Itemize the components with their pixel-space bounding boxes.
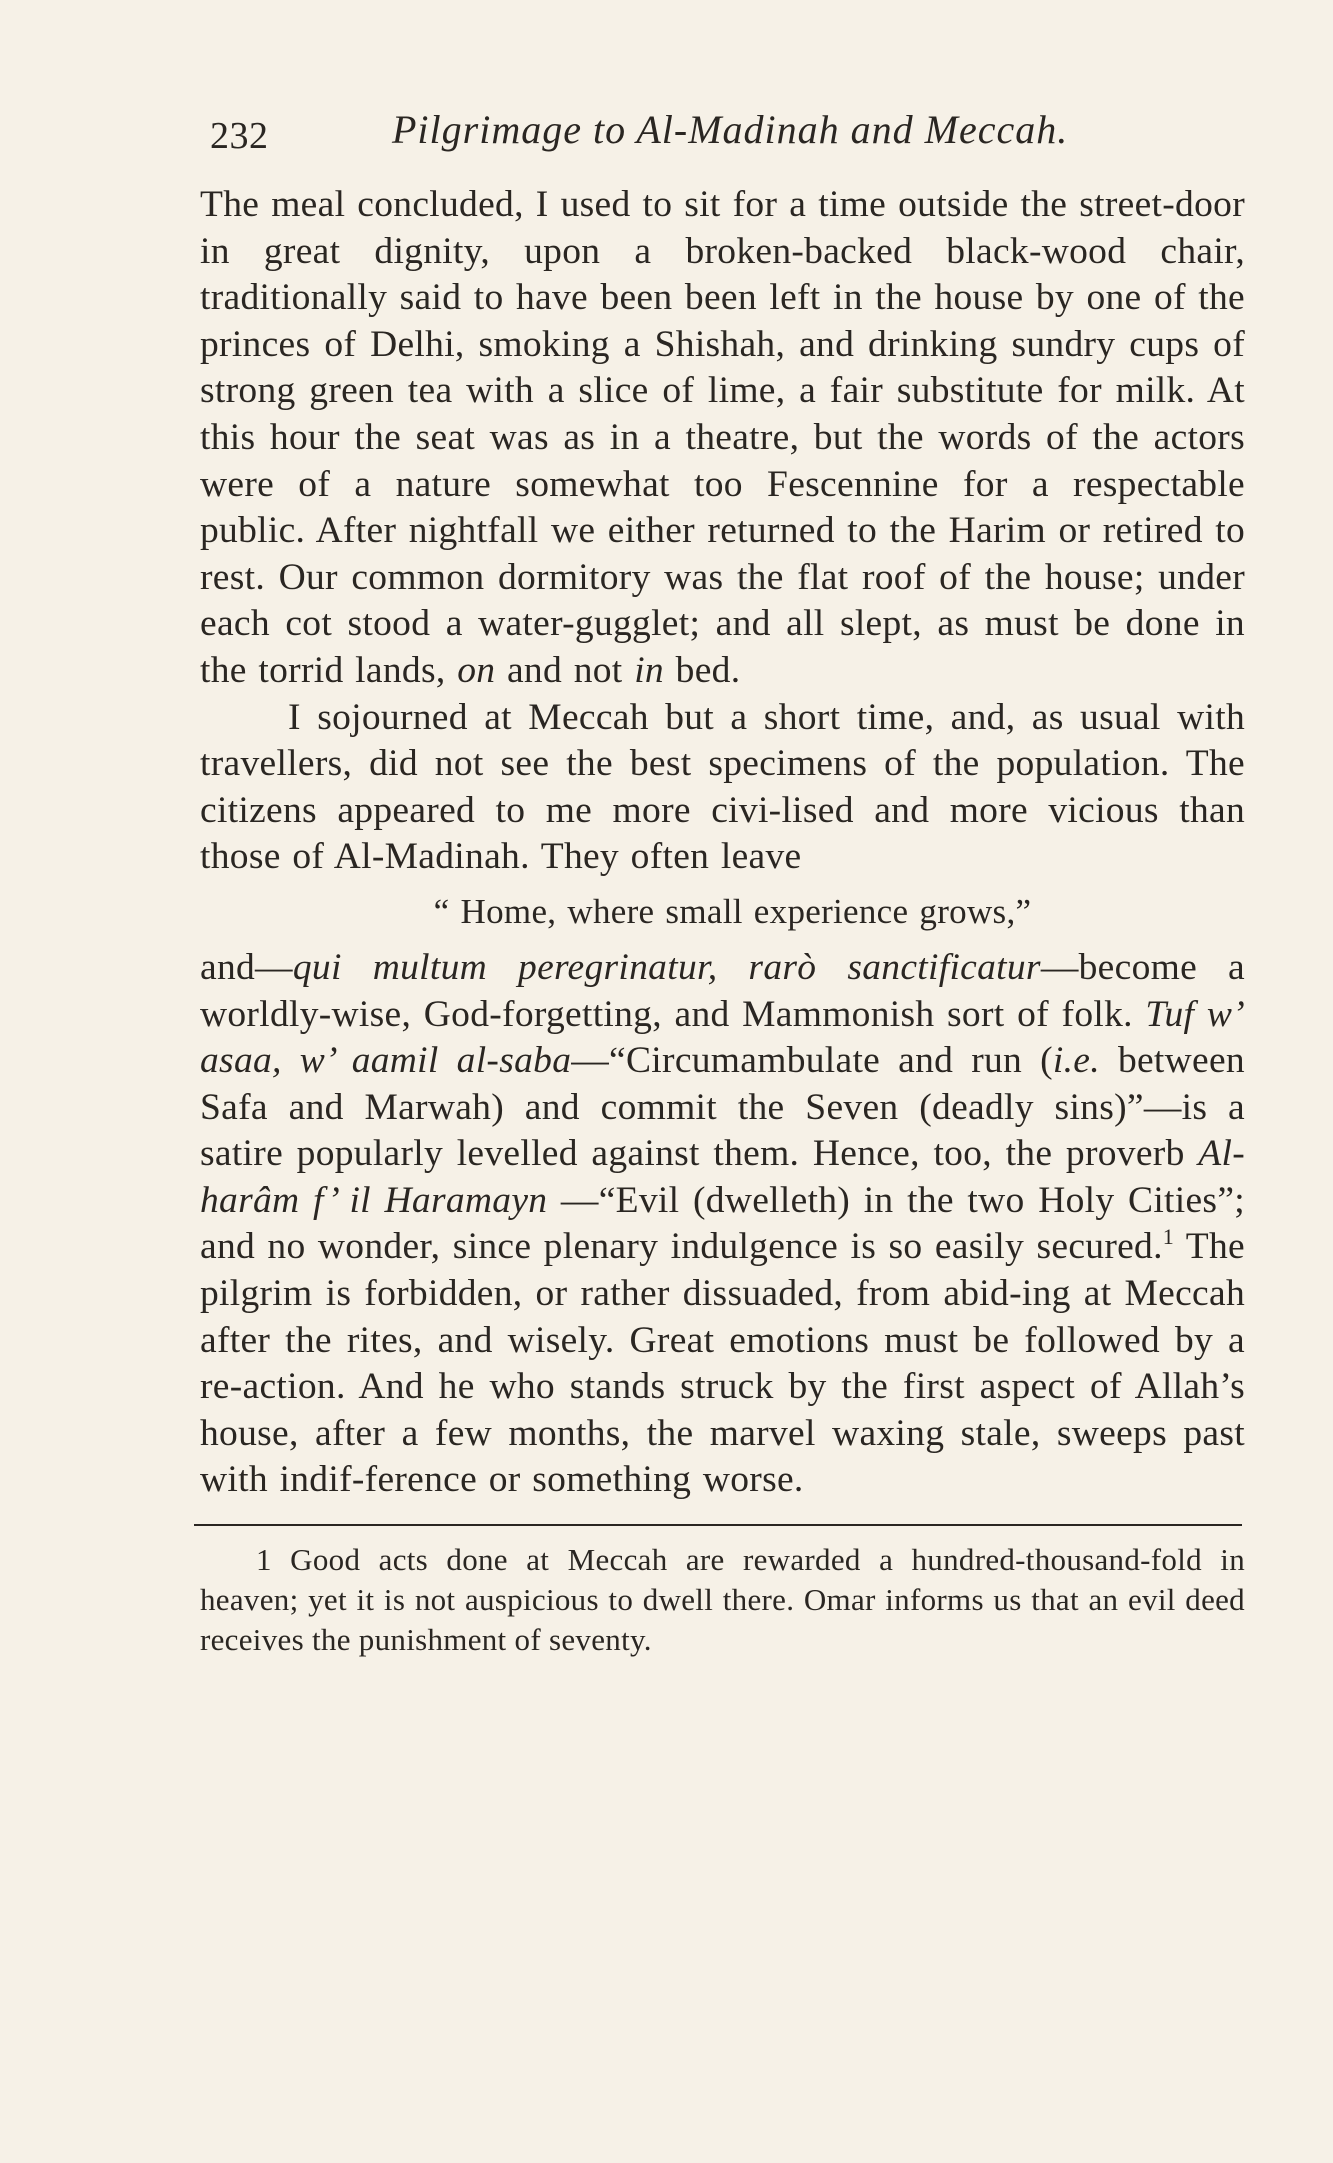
footnote-divider: [194, 1524, 1242, 1526]
page-number: 232: [210, 115, 269, 157]
running-title: Pilgrimage to Al-Madinah and Meccah.: [392, 107, 1069, 152]
footnote-1: 1 Good acts done at Meccah are rewarded a hundred-thousand-fold in heaven; yet it is not auspicious to dwell there. Omar informs us that an evil deed receives the punishment of seventy.: [200, 1542, 1245, 1658]
book-page: [200, 100, 1245, 1660]
abbreviation-ie: i.e.: [1052, 1040, 1100, 1082]
paragraph-2: I sojourned at Meccah but a short time, and, as usual with travellers, did not see the best specimens of the population. The citizens appeared to me more civi-lised and more vicious than those of Al-Madinah. They often leave: [200, 696, 1245, 878]
body-text: [200, 182, 1245, 1504]
arabic-proverb: Al-harâm f’ il Haramayn: [200, 1133, 1245, 1221]
footnote-marker: 1: [1162, 1224, 1175, 1250]
block-quote: “ Home, where small experience grows,”: [433, 891, 1032, 931]
arabic-saying: Tuf w’ asaa, w’ aamil al-saba: [200, 993, 1245, 1082]
latin-proverb: qui multum peregrinatur, rarò sanctificatur: [292, 946, 1041, 988]
running-head: [200, 100, 1245, 160]
emphasis-in: in: [634, 649, 664, 691]
emphasis-on: on: [457, 649, 496, 691]
paragraph-3: and—qui multum peregrinatur, rarò sanctificatur—become a worldly-wise, God-forgetting, and Mammonish sort of folk. Tuf w’ asaa, w’ aamil al-saba—“Circumambulate and run (i.e. between Safa and Marwah) and commit the Seven (deadly sins)”—is a satire popularly levelled against them. Hence, too, the proverb Al-harâm f’ il Haramayn —“Evil (dwelleth) in the two Holy Cities”; and no wonder, since plenary indulgence is so easily secured.$^1$ The pilgrim is forbidden, or rather dissuaded, from abid-ing at Meccah after the rites, and wisely. Great emotions must be followed by a re-action. And he who stands struck by the first aspect of Allah’s house, after a few months, the marvel waxing stale, sweeps past with indif-ference or something worse.: [200, 946, 1246, 1501]
footnotes: [200, 1540, 1245, 1660]
paragraph-1: The meal concluded, I used to sit for a time outside the street-door in great dignity, upon a broken-backed black-wood chair, traditionally said to have been been left in the house by one of the princes of Delhi, smoking a Shishah, and drinking sundry cups of strong green tea with a slice of lime, a fair substitute for milk. At this hour the seat was as in a theatre, but the words of the actors were of a nature somewhat too Fescennine for a respectable public. After nightfall we either returned to the Harim or retired to rest. Our common dormitory was the flat roof of the house; under each cot stood a water-gugglet; and all slept, as must be done in the torrid lands, on and not in bed.: [200, 184, 1245, 691]
